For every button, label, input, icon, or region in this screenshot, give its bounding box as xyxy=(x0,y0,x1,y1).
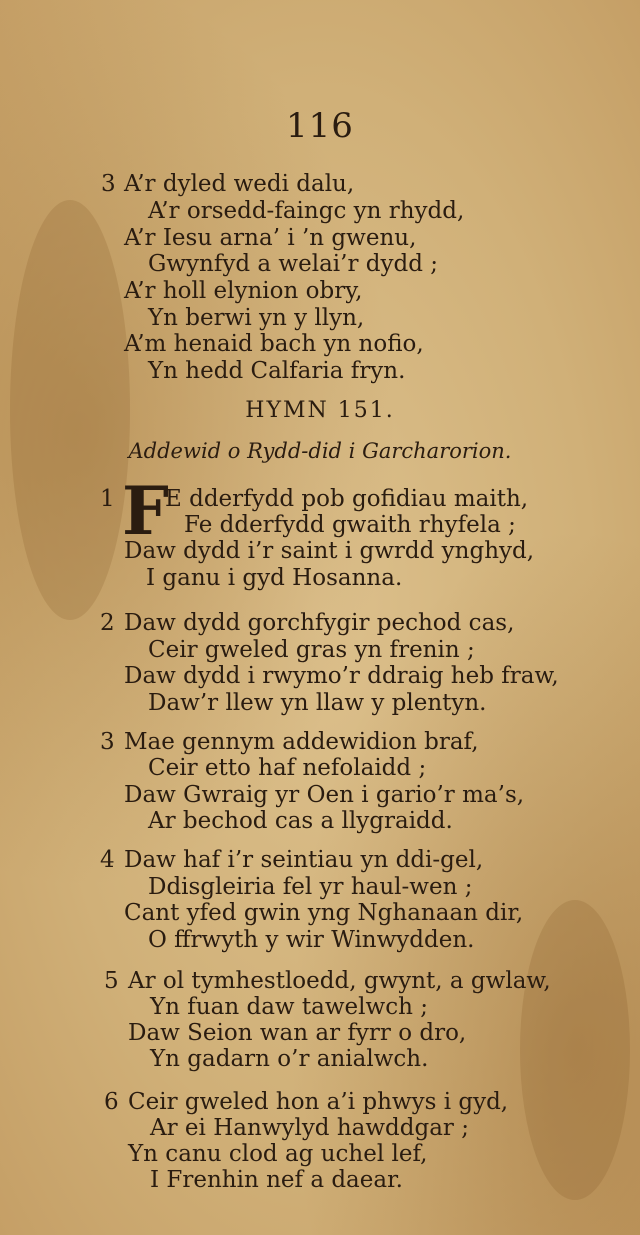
verse-line: I Frenhin nef a daear. xyxy=(150,1167,403,1193)
verse-line: Ceir gweled hon a’i phwys i gyd, xyxy=(128,1089,509,1115)
page-number: 116 xyxy=(286,106,354,146)
stanza-number: 3 xyxy=(100,729,115,755)
page-stain xyxy=(520,900,630,1200)
verse-line: Daw dydd gorchfygir pechod cas, xyxy=(124,610,515,636)
verse-line: Ddisgleiria fel yr haul-wen ; xyxy=(148,874,473,900)
verse-line: O ffrwyth y wir Winwydden. xyxy=(148,927,475,953)
stanza-number: 2 xyxy=(100,610,115,636)
verse-line: Daw Seion wan ar fyrr o dro, xyxy=(128,1020,467,1046)
verse-line: Mae gennym addewidion braf, xyxy=(124,729,479,755)
verse-line: Daw haf i’r seintiau yn ddi-gel, xyxy=(124,847,484,873)
verse-line: E dderfydd pob gofidiau maith, xyxy=(165,486,529,512)
verse-line: Fe dderfydd gwaith rhyfela ; xyxy=(184,512,516,538)
verse-line: A’r orsedd-faingc yn rhydd, xyxy=(148,198,465,224)
verse-line: A’m henaid bach yn nofio, xyxy=(124,331,424,357)
stanza-number: 3 xyxy=(101,171,116,197)
verse-line: Yn canu clod ag uchel lef, xyxy=(128,1141,428,1167)
verse-line: Daw’r llew yn llaw y plentyn. xyxy=(148,690,487,716)
verse-line: Daw dydd i rwymo’r ddraig heb fraw, xyxy=(124,663,559,689)
verse-line: A’r dyled wedi dalu, xyxy=(124,171,355,197)
verse-line: A’r holl elynion obry, xyxy=(124,278,363,304)
verse-line: Yn fuan daw tawelwch ; xyxy=(150,994,428,1020)
verse-line: Ar bechod cas a llygraidd. xyxy=(148,808,453,834)
stanza-number: 1 xyxy=(100,486,115,512)
verse-line: Yn gadarn o’r anialwch. xyxy=(150,1046,429,1072)
verse-line: Ceir etto haf nefolaidd ; xyxy=(148,755,427,781)
verse-line: Cant yfed gwin yng Nghanaan dir, xyxy=(124,900,524,926)
verse-line: Ar ol tymhestloedd, gwynt, a gwlaw, xyxy=(128,968,551,994)
verse-line: Ar ei Hanwylyd hawddgar ; xyxy=(150,1115,469,1141)
verse-line: I ganu i gyd Hosanna. xyxy=(146,565,403,591)
verse-line: Daw Gwraig yr Oen i gario’r ma’s, xyxy=(124,782,525,808)
hymn-title: HYMN 151. xyxy=(245,398,395,423)
verse-line: Yn hedd Calfaria fryn. xyxy=(148,358,406,384)
hymn-subtitle: Addewid o Rydd-did i Garcharorion. xyxy=(128,439,512,463)
verse-line: Gwynfyd a welai’r dydd ; xyxy=(148,251,438,277)
drop-cap: F xyxy=(122,472,169,550)
verse-line: A’r Iesu arna’ i ’n gwenu, xyxy=(124,225,417,251)
stanza-number: 5 xyxy=(104,968,119,994)
verse-line: Ceir gweled gras yn frenin ; xyxy=(148,637,475,663)
stanza-number: 6 xyxy=(104,1089,119,1115)
verse-line: Daw dydd i’r saint i gwrdd ynghyd, xyxy=(124,538,535,564)
verse-line: Yn berwi yn y llyn, xyxy=(148,305,365,331)
stanza-number: 4 xyxy=(100,847,115,873)
